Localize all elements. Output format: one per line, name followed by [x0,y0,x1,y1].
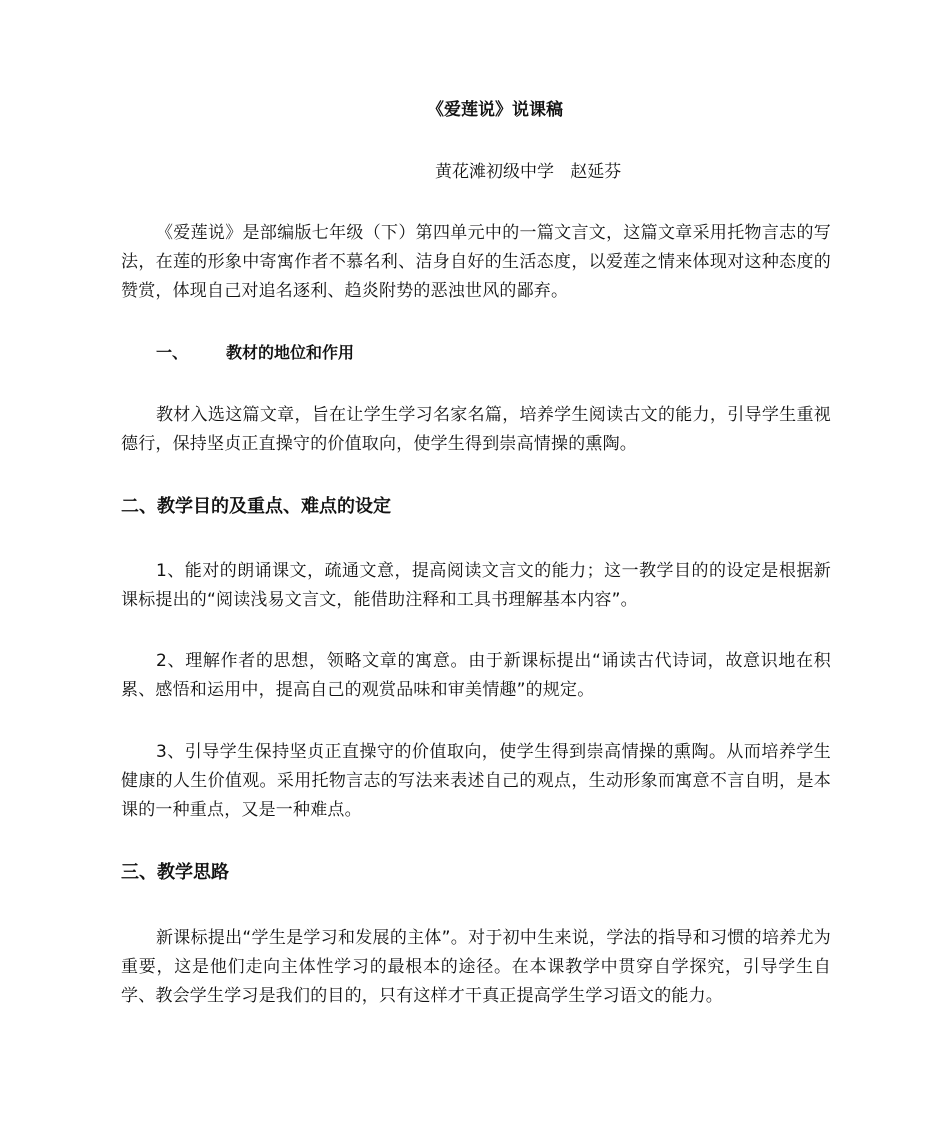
author-line: 黄花滩初级中学 赵延芬 [435,162,622,182]
section-2-item-2: 2、理解作者的思想，领略文章的寓意。由于新课标提出“诵读古代诗词，故意识地在积累、感悟和运用中，提高自己的观赏品味和审美情趣”的规定。 [121,651,831,700]
section-1-title: 教材的地位和作用 [226,343,355,362]
section-3-heading: 三、教学思路 [121,862,229,883]
section-1-heading [156,340,354,366]
section-3-body: 新课标提出“学生是学习和发展的主体”。对于初中生来说，学法的指导和习惯的培养尤为重要，这是他们走向主体性学习的最根本的途径。在本课教学中贯穿自学探究，引导学生自学、教会学生学习是我们的目的，只有这样才干真正提高学生学习语文的能力。 [121,928,831,1006]
document-title: 《爱莲说》说课稿 [427,100,563,120]
section-1-number: 一、 [156,343,189,362]
section-1-body: 教材入选这篇文章，旨在让学生学习名家名篇，培养学生阅读古文的能力，引导学生重视德行，保持坚贞正直操守的价值取向，使学生得到崇高情操的熏陶。 [121,405,831,454]
section-2-item-3: 3、引导学生保持坚贞正直操守的价值取向，使学生得到崇高情操的熏陶。从而培养学生健康的人生价值观。采用托物言志的写法来表述自己的观点，生动形象而寓意不言自明，是本课的一种重点，又是一种难点。 [121,742,831,820]
section-2-item-1: 1、能对的朗诵课文，疏通文意，提高阅读文言文的能力；这一教学目的的设定是根据新课标提出的“阅读浅易文言文，能借助注释和工具书理解基本内容”。 [121,561,831,610]
section-2-heading: 二、教学目的及重点、难点的设定 [121,496,391,517]
intro-paragraph: 《爱莲说》是部编版七年级（下）第四单元中的一篇文言文，这篇文章采用托物言志的写法，在莲的形象中寄寓作者不慕名利、洁身自好的生活态度，以爱莲之情来体现对这种态度的赞赏，体现自己对追名逐利、趋炎附势的恶浊世风的鄙弃。 [121,223,831,301]
